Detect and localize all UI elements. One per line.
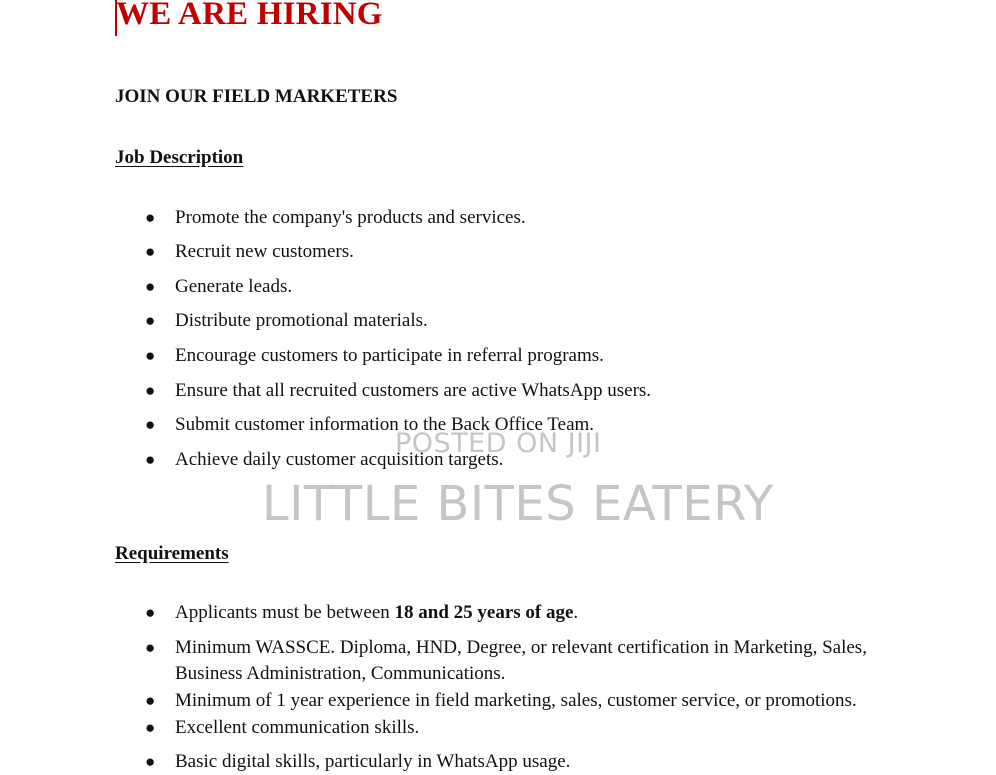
age-requirement-prefix: Applicants must be between (175, 602, 395, 623)
age-requirement-suffix: . (573, 602, 579, 623)
bullet-icon: ● (145, 603, 156, 622)
bullet-icon: ● (145, 691, 156, 710)
bullet-icon: ● (145, 381, 156, 400)
list-item-text: Basic digital skills, particularly in WhatsApp usage. (175, 751, 571, 772)
bullet-icon: ● (145, 718, 156, 737)
list-item-text: Achieve daily customer acquisition targets. (175, 449, 504, 470)
list-item-text: Encourage customers to participate in referral programs. (175, 345, 604, 366)
bullet-icon: ● (145, 208, 156, 227)
bullet-icon: ● (145, 450, 156, 469)
posted-on-watermark: POSTED ON JIJI (395, 428, 602, 459)
list-item-text: Minimum WASSCE. Diploma, HND, Degree, or relevant certification in Marketing, Sales, Business Administration, Communications. (175, 637, 867, 684)
bullet-icon: ● (145, 277, 156, 296)
bullet-icon: ● (145, 242, 156, 261)
list-item-text: Ensure that all recruited customers are active WhatsApp users. (175, 380, 652, 401)
job-description-heading: Job Description (115, 147, 244, 168)
bullet-icon: ● (145, 415, 156, 434)
list-item-text: Minimum of 1 year experience in field marketing, sales, customer service, or promotions. (175, 690, 857, 711)
requirements-heading: Requirements (115, 543, 229, 564)
list-item-text (175, 600, 578, 626)
list-item-text: Distribute promotional materials. (175, 310, 428, 331)
list-item-text: Excellent communication skills. (175, 717, 420, 738)
bullet-icon: ● (145, 752, 156, 771)
bullet-icon: ● (145, 311, 156, 330)
list-item-text: Promote the company's products and services. (175, 207, 526, 228)
page-title: WE ARE HIRING (116, 0, 383, 32)
page-subtitle: JOIN OUR FIELD MARKETERS (115, 86, 398, 107)
age-requirement-range: 18 and 25 years of age (394, 602, 574, 623)
business-name-watermark: LITTLE BITES EATERY (262, 476, 774, 532)
list-item-text: Recruit new customers. (175, 241, 354, 262)
list-item-text: Generate leads. (175, 276, 293, 297)
list-item-text: Submit customer information to the Back Office Team. (175, 414, 595, 435)
bullet-icon: ● (145, 346, 156, 365)
bullet-icon: ● (145, 638, 156, 657)
